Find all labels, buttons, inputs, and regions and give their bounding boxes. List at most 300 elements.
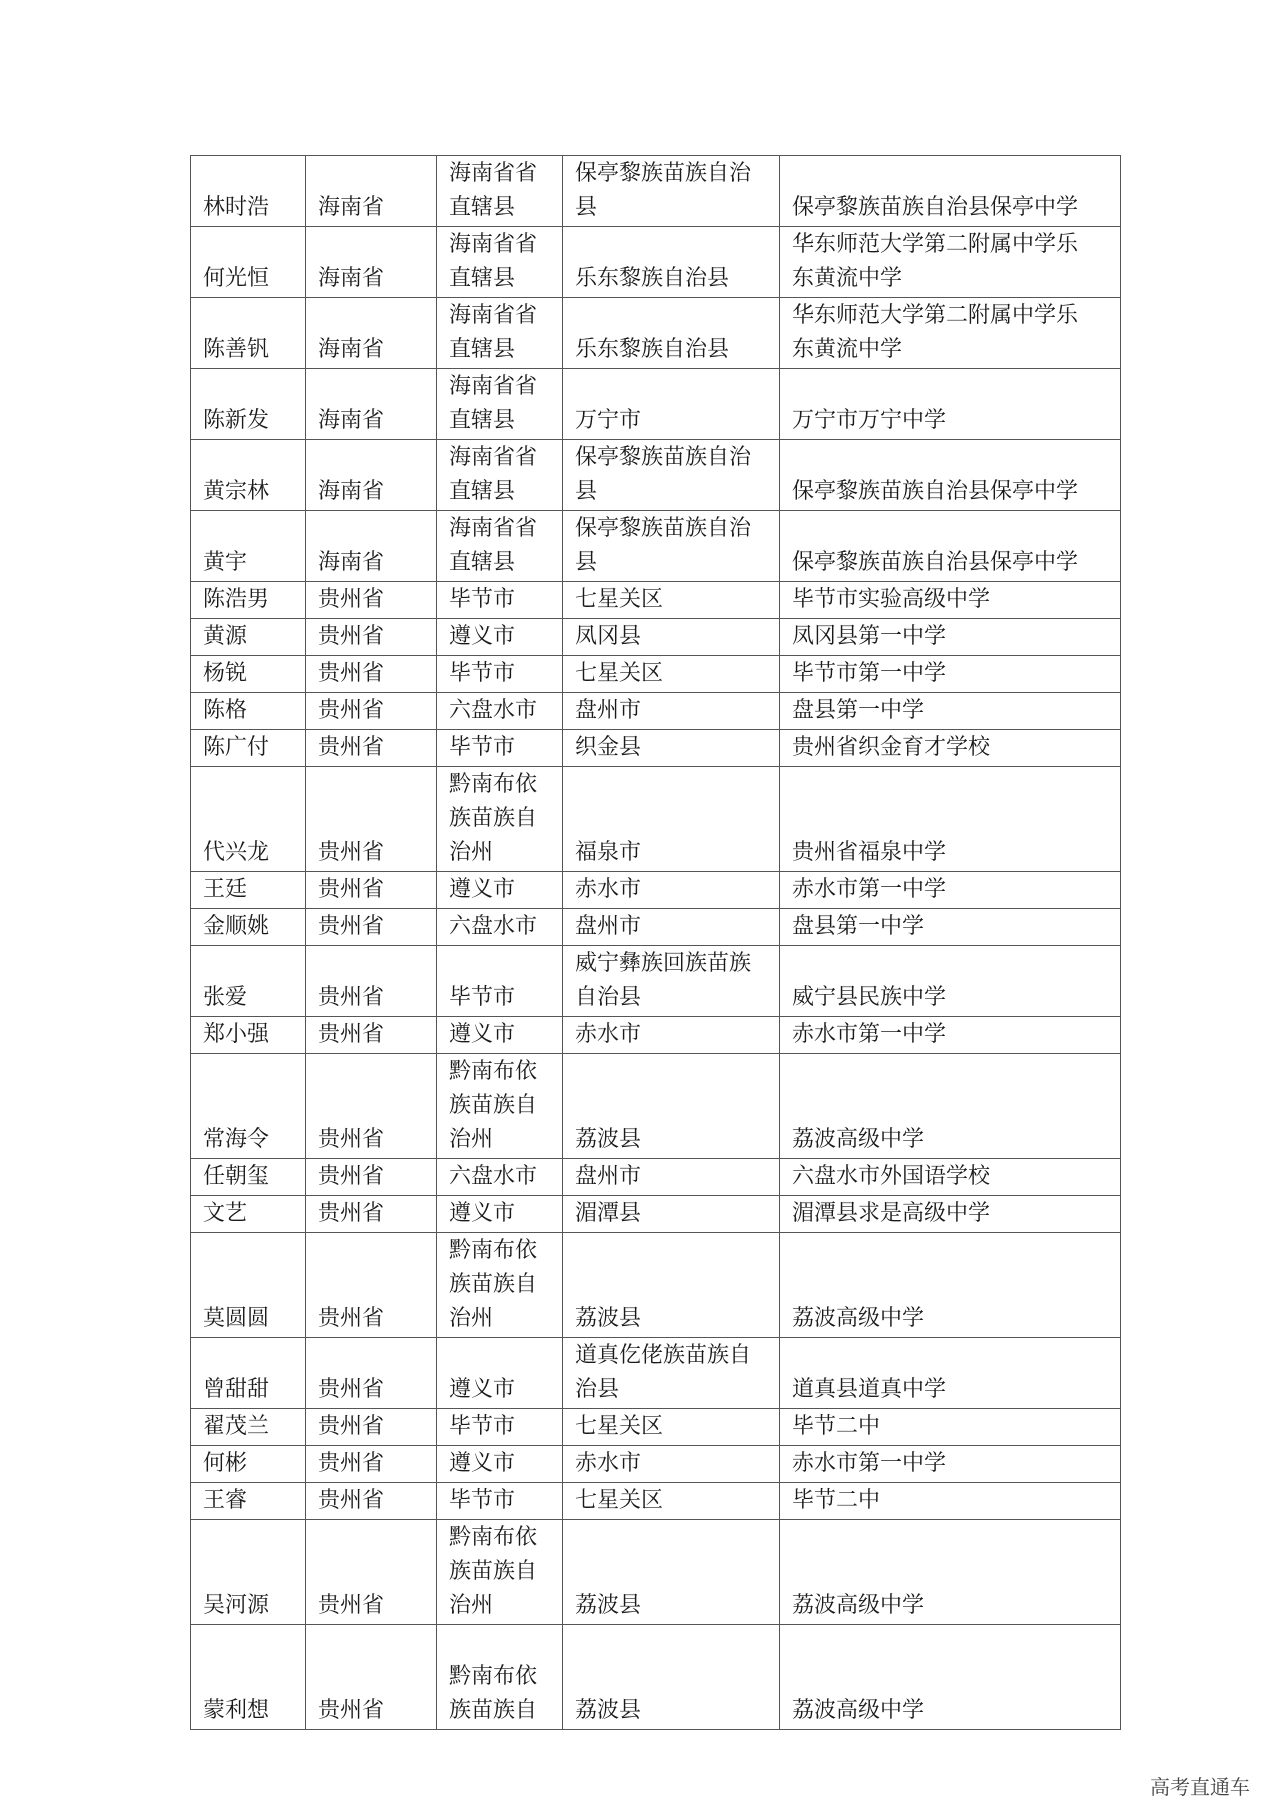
province-cell — [306, 872, 437, 909]
school-cell — [780, 369, 1121, 440]
city-cell — [437, 1338, 563, 1409]
school-cell — [780, 693, 1121, 730]
cell-text-line: 金顺姚 — [203, 914, 270, 939]
cell-text-line: 毕节市 — [449, 1414, 516, 1439]
county-cell — [563, 656, 780, 693]
cell-text-line: 保亭黎族苗族自治 — [575, 161, 752, 186]
cell-text-line: 贵州省 — [318, 1488, 385, 1513]
county-cell — [563, 1196, 780, 1233]
cell-text-line: 海南省省 — [449, 516, 538, 541]
school-cell — [780, 1409, 1121, 1446]
cell-text-line: 七星关区 — [575, 587, 664, 612]
cell-text-line: 遵义市 — [449, 624, 516, 649]
cell-text-line: 湄潭县求是高级中学 — [792, 1201, 991, 1226]
province-cell — [306, 1409, 437, 1446]
cell-text-line: 遵义市 — [449, 1201, 516, 1226]
county-cell — [563, 1446, 780, 1483]
table-row — [191, 298, 1121, 369]
cell-text-line: 黔南布依 — [449, 1525, 538, 1550]
province-cell — [306, 1446, 437, 1483]
county-cell — [563, 1338, 780, 1409]
school-cell — [780, 1233, 1121, 1338]
county-cell — [563, 440, 780, 511]
city-cell — [437, 511, 563, 582]
city-cell — [437, 227, 563, 298]
school-cell — [780, 1483, 1121, 1520]
cell-text-line: 黄宇 — [203, 550, 248, 575]
cell-text-line: 华东师范大学第二附属中学乐 — [792, 232, 1079, 257]
student-name-cell — [191, 1196, 306, 1233]
student-name-cell — [191, 156, 306, 227]
roster-table-body — [191, 156, 1121, 1730]
cell-text-line: 翟茂兰 — [203, 1414, 270, 1439]
student-name-cell — [191, 693, 306, 730]
cell-text-line: 六盘水市 — [449, 1164, 538, 1189]
cell-text-line: 荔波县 — [575, 1127, 642, 1152]
table-row — [191, 909, 1121, 946]
county-cell — [563, 1233, 780, 1338]
cell-text-line: 县 — [575, 195, 598, 220]
cell-text-line: 遵义市 — [449, 1377, 516, 1402]
cell-text-line: 毕节市 — [449, 735, 516, 760]
cell-text-line: 荔波高级中学 — [792, 1593, 925, 1618]
school-cell — [780, 1159, 1121, 1196]
student-name-cell — [191, 1625, 306, 1730]
city-cell — [437, 1159, 563, 1196]
cell-text-line: 东黄流中学 — [792, 266, 903, 291]
cell-text-line: 蒙利想 — [203, 1698, 270, 1723]
cell-text-line: 毕节市 — [449, 1488, 516, 1513]
cell-text-line: 陈善钒 — [203, 337, 270, 362]
cell-text-line: 代兴龙 — [203, 840, 270, 865]
student-name-cell — [191, 1054, 306, 1159]
table-row — [191, 369, 1121, 440]
county-cell — [563, 227, 780, 298]
cell-text-line: 王睿 — [203, 1488, 248, 1513]
province-cell — [306, 1196, 437, 1233]
cell-text-line: 威宁县民族中学 — [792, 985, 947, 1010]
cell-text-line: 贵州省 — [318, 1306, 385, 1331]
school-cell — [780, 1520, 1121, 1625]
cell-text-line: 遵义市 — [449, 1451, 516, 1476]
cell-text-line: 福泉市 — [575, 840, 642, 865]
cell-text-line: 贵州省 — [318, 1164, 385, 1189]
watermark-text: 高考直通车 — [1150, 1775, 1250, 1799]
cell-text-line: 六盘水市 — [449, 698, 538, 723]
cell-text-line: 凤冈县 — [575, 624, 642, 649]
table-row — [191, 156, 1121, 227]
table-row — [191, 1338, 1121, 1409]
cell-text-line: 贵州省 — [318, 877, 385, 902]
cell-text-line: 盘县第一中学 — [792, 914, 925, 939]
cell-text-line: 海南省 — [318, 479, 385, 504]
table-row — [191, 227, 1121, 298]
student-name-cell — [191, 511, 306, 582]
cell-text-line: 贵州省 — [318, 1593, 385, 1618]
province-cell — [306, 909, 437, 946]
cell-text-line: 直辖县 — [449, 266, 516, 291]
cell-text-line: 保亭黎族苗族自治县保亭中学 — [792, 195, 1079, 220]
table-row — [191, 511, 1121, 582]
cell-text-line: 黔南布依 — [449, 1059, 538, 1084]
city-cell — [437, 1483, 563, 1520]
county-cell — [563, 693, 780, 730]
student-roster-table — [190, 155, 1121, 1730]
student-name-cell — [191, 946, 306, 1017]
school-cell — [780, 872, 1121, 909]
cell-text-line: 贵州省 — [318, 1451, 385, 1476]
province-cell — [306, 619, 437, 656]
cell-text-line: 陈新发 — [203, 408, 270, 433]
cell-text-line: 荔波高级中学 — [792, 1127, 925, 1152]
cell-text-line: 保亭黎族苗族自治县保亭中学 — [792, 550, 1079, 575]
province-cell — [306, 511, 437, 582]
school-cell — [780, 946, 1121, 1017]
cell-text-line: 东黄流中学 — [792, 337, 903, 362]
county-cell — [563, 1625, 780, 1730]
cell-text-line: 道真仡佬族苗族自 — [575, 1343, 752, 1368]
city-cell — [437, 909, 563, 946]
cell-text-line: 六盘水市 — [449, 914, 538, 939]
student-name-cell — [191, 227, 306, 298]
cell-text-line: 治州 — [449, 1127, 494, 1152]
cell-text-line: 六盘水市外国语学校 — [792, 1164, 991, 1189]
table-row — [191, 872, 1121, 909]
city-cell — [437, 656, 563, 693]
cell-text-line: 毕节二中 — [792, 1488, 881, 1513]
county-cell — [563, 1017, 780, 1054]
school-cell — [780, 156, 1121, 227]
cell-text-line: 曾甜甜 — [203, 1377, 270, 1402]
school-cell — [780, 619, 1121, 656]
city-cell — [437, 946, 563, 1017]
student-name-cell — [191, 369, 306, 440]
province-cell — [306, 1520, 437, 1625]
student-name-cell — [191, 1233, 306, 1338]
province-cell — [306, 693, 437, 730]
cell-text-line: 七星关区 — [575, 661, 664, 686]
cell-text-line: 直辖县 — [449, 550, 516, 575]
cell-text-line: 毕节市 — [449, 587, 516, 612]
cell-text-line: 七星关区 — [575, 1488, 664, 1513]
cell-text-line: 张爱 — [203, 985, 248, 1010]
cell-text-line: 湄潭县 — [575, 1201, 642, 1226]
cell-text-line: 何彬 — [203, 1451, 248, 1476]
cell-text-line: 海南省省 — [449, 303, 538, 328]
cell-text-line: 贵州省 — [318, 1698, 385, 1723]
cell-text-line: 贵州省 — [318, 735, 385, 760]
cell-text-line: 陈广付 — [203, 735, 270, 760]
table-row — [191, 1409, 1121, 1446]
cell-text-line: 治县 — [575, 1377, 620, 1402]
table-row — [191, 1446, 1121, 1483]
cell-text-line: 直辖县 — [449, 195, 516, 220]
school-cell — [780, 1017, 1121, 1054]
cell-text-line: 贵州省福泉中学 — [792, 840, 947, 865]
cell-text-line: 华东师范大学第二附属中学乐 — [792, 303, 1079, 328]
city-cell — [437, 440, 563, 511]
province-cell — [306, 1233, 437, 1338]
province-cell — [306, 582, 437, 619]
cell-text-line: 遵义市 — [449, 1022, 516, 1047]
province-cell — [306, 1017, 437, 1054]
county-cell — [563, 767, 780, 872]
cell-text-line: 毕节市实验高级中学 — [792, 587, 991, 612]
province-cell — [306, 227, 437, 298]
cell-text-line: 毕节二中 — [792, 1414, 881, 1439]
city-cell — [437, 1017, 563, 1054]
student-name-cell — [191, 767, 306, 872]
school-cell — [780, 440, 1121, 511]
cell-text-line: 贵州省 — [318, 698, 385, 723]
cell-text-line: 七星关区 — [575, 1414, 664, 1439]
cell-text-line: 黄宗林 — [203, 479, 270, 504]
cell-text-line: 道真县道真中学 — [792, 1377, 947, 1402]
cell-text-line: 贵州省 — [318, 624, 385, 649]
city-cell — [437, 872, 563, 909]
city-cell — [437, 1520, 563, 1625]
province-cell — [306, 156, 437, 227]
county-cell — [563, 946, 780, 1017]
cell-text-line: 保亭黎族苗族自治 — [575, 516, 752, 541]
school-cell — [780, 1625, 1121, 1730]
school-cell — [780, 1338, 1121, 1409]
cell-text-line: 赤水市 — [575, 1022, 642, 1047]
county-cell — [563, 298, 780, 369]
student-name-cell — [191, 872, 306, 909]
cell-text-line: 盘县第一中学 — [792, 698, 925, 723]
table-row — [191, 1017, 1121, 1054]
cell-text-line: 乐东黎族自治县 — [575, 337, 730, 362]
cell-text-line: 黄源 — [203, 624, 248, 649]
cell-text-line: 族苗族自 — [449, 1698, 538, 1723]
cell-text-line: 海南省 — [318, 550, 385, 575]
cell-text-line: 县 — [575, 550, 598, 575]
cell-text-line: 莫圆圆 — [203, 1306, 270, 1331]
student-name-cell — [191, 1338, 306, 1409]
county-cell — [563, 1054, 780, 1159]
cell-text-line: 海南省省 — [449, 161, 538, 186]
cell-text-line: 保亭黎族苗族自治县保亭中学 — [792, 479, 1079, 504]
table-row — [191, 946, 1121, 1017]
city-cell — [437, 156, 563, 227]
cell-text-line: 贵州省织金育才学校 — [792, 735, 991, 760]
county-cell — [563, 156, 780, 227]
cell-text-line: 族苗族自 — [449, 1559, 538, 1584]
cell-text-line: 自治县 — [575, 985, 642, 1010]
county-cell — [563, 730, 780, 767]
county-cell — [563, 1159, 780, 1196]
province-cell — [306, 730, 437, 767]
cell-text-line: 直辖县 — [449, 479, 516, 504]
cell-text-line: 凤冈县第一中学 — [792, 624, 947, 649]
cell-text-line: 赤水市 — [575, 877, 642, 902]
city-cell — [437, 1409, 563, 1446]
school-cell — [780, 1054, 1121, 1159]
cell-text-line: 直辖县 — [449, 408, 516, 433]
cell-text-line: 治州 — [449, 1306, 494, 1331]
student-name-cell — [191, 909, 306, 946]
table-row — [191, 1054, 1121, 1159]
school-cell — [780, 909, 1121, 946]
table-row — [191, 1196, 1121, 1233]
cell-text-line: 海南省 — [318, 266, 385, 291]
province-cell — [306, 298, 437, 369]
cell-text-line: 威宁彝族回族苗族 — [575, 951, 752, 976]
province-cell — [306, 1338, 437, 1409]
cell-text-line: 织金县 — [575, 735, 642, 760]
student-name-cell — [191, 582, 306, 619]
student-name-cell — [191, 298, 306, 369]
school-cell — [780, 227, 1121, 298]
cell-text-line: 陈格 — [203, 698, 248, 723]
table-row — [191, 1159, 1121, 1196]
student-name-cell — [191, 730, 306, 767]
student-name-cell — [191, 1520, 306, 1625]
cell-text-line: 贵州省 — [318, 985, 385, 1010]
county-cell — [563, 1409, 780, 1446]
table-row — [191, 1520, 1121, 1625]
county-cell — [563, 369, 780, 440]
cell-text-line: 郑小强 — [203, 1022, 270, 1047]
cell-text-line: 贵州省 — [318, 1414, 385, 1439]
cell-text-line: 王廷 — [203, 877, 248, 902]
student-name-cell — [191, 1409, 306, 1446]
table-row — [191, 656, 1121, 693]
school-cell — [780, 298, 1121, 369]
school-cell — [780, 730, 1121, 767]
city-cell — [437, 1446, 563, 1483]
school-cell — [780, 582, 1121, 619]
cell-text-line: 乐东黎族自治县 — [575, 266, 730, 291]
cell-text-line: 赤水市第一中学 — [792, 1022, 947, 1047]
cell-text-line: 遵义市 — [449, 877, 516, 902]
cell-text-line: 毕节市 — [449, 985, 516, 1010]
cell-text-line: 吴河源 — [203, 1593, 270, 1618]
cell-text-line: 盘州市 — [575, 1164, 642, 1189]
cell-text-line: 族苗族自 — [449, 806, 538, 831]
table-row — [191, 1233, 1121, 1338]
province-cell — [306, 1483, 437, 1520]
cell-text-line: 荔波县 — [575, 1306, 642, 1331]
cell-text-line: 万宁市 — [575, 408, 642, 433]
student-name-cell — [191, 1446, 306, 1483]
province-cell — [306, 1054, 437, 1159]
cell-text-line: 黔南布依 — [449, 772, 538, 797]
student-name-cell — [191, 1017, 306, 1054]
cell-text-line: 毕节市第一中学 — [792, 661, 947, 686]
cell-text-line: 海南省省 — [449, 445, 538, 470]
county-cell — [563, 582, 780, 619]
cell-text-line: 贵州省 — [318, 1201, 385, 1226]
cell-text-line: 保亭黎族苗族自治 — [575, 445, 752, 470]
cell-text-line: 黔南布依 — [449, 1664, 538, 1689]
cell-text-line: 族苗族自 — [449, 1093, 538, 1118]
cell-text-line: 何光恒 — [203, 266, 270, 291]
cell-text-line: 文艺 — [203, 1201, 248, 1226]
cell-text-line: 治州 — [449, 840, 494, 865]
student-name-cell — [191, 619, 306, 656]
county-cell — [563, 909, 780, 946]
table-row — [191, 693, 1121, 730]
cell-text-line: 贵州省 — [318, 914, 385, 939]
county-cell — [563, 1483, 780, 1520]
cell-text-line: 荔波高级中学 — [792, 1698, 925, 1723]
cell-text-line: 海南省 — [318, 337, 385, 362]
city-cell — [437, 369, 563, 440]
city-cell — [437, 1625, 563, 1730]
city-cell — [437, 1054, 563, 1159]
cell-text-line: 贵州省 — [318, 587, 385, 612]
table-row — [191, 582, 1121, 619]
province-cell — [306, 1159, 437, 1196]
cell-text-line: 赤水市第一中学 — [792, 877, 947, 902]
cell-text-line: 常海令 — [203, 1127, 270, 1152]
student-name-cell — [191, 440, 306, 511]
cell-text-line: 贵州省 — [318, 1022, 385, 1047]
province-cell — [306, 767, 437, 872]
table-row — [191, 440, 1121, 511]
province-cell — [306, 1625, 437, 1730]
cell-text-line: 杨锐 — [203, 661, 248, 686]
cell-text-line: 盘州市 — [575, 914, 642, 939]
city-cell — [437, 1233, 563, 1338]
county-cell — [563, 1520, 780, 1625]
cell-text-line: 县 — [575, 479, 598, 504]
student-name-cell — [191, 1483, 306, 1520]
cell-text-line: 海南省 — [318, 195, 385, 220]
cell-text-line: 荔波高级中学 — [792, 1306, 925, 1331]
province-cell — [306, 369, 437, 440]
county-cell — [563, 619, 780, 656]
student-name-cell — [191, 656, 306, 693]
school-cell — [780, 656, 1121, 693]
city-cell — [437, 582, 563, 619]
cell-text-line: 万宁市万宁中学 — [792, 408, 947, 433]
cell-text-line: 海南省 — [318, 408, 385, 433]
cell-text-line: 海南省省 — [449, 232, 538, 257]
school-cell — [780, 767, 1121, 872]
province-cell — [306, 656, 437, 693]
city-cell — [437, 619, 563, 656]
cell-text-line: 贵州省 — [318, 1377, 385, 1402]
cell-text-line: 黔南布依 — [449, 1238, 538, 1263]
cell-text-line: 海南省省 — [449, 374, 538, 399]
table-row — [191, 767, 1121, 872]
table-row — [191, 1483, 1121, 1520]
cell-text-line: 贵州省 — [318, 661, 385, 686]
cell-text-line: 毕节市 — [449, 661, 516, 686]
school-cell — [780, 1196, 1121, 1233]
cell-text-line: 赤水市第一中学 — [792, 1451, 947, 1476]
cell-text-line: 陈浩男 — [203, 587, 270, 612]
county-cell — [563, 511, 780, 582]
student-name-cell — [191, 1159, 306, 1196]
school-cell — [780, 511, 1121, 582]
city-cell — [437, 298, 563, 369]
city-cell — [437, 730, 563, 767]
cell-text-line: 荔波县 — [575, 1698, 642, 1723]
cell-text-line: 族苗族自 — [449, 1272, 538, 1297]
table-row — [191, 1625, 1121, 1730]
cell-text-line: 任朝玺 — [203, 1164, 270, 1189]
city-cell — [437, 693, 563, 730]
cell-text-line: 林时浩 — [203, 195, 270, 220]
cell-text-line: 贵州省 — [318, 1127, 385, 1152]
cell-text-line: 贵州省 — [318, 840, 385, 865]
county-cell — [563, 872, 780, 909]
table-row — [191, 619, 1121, 656]
